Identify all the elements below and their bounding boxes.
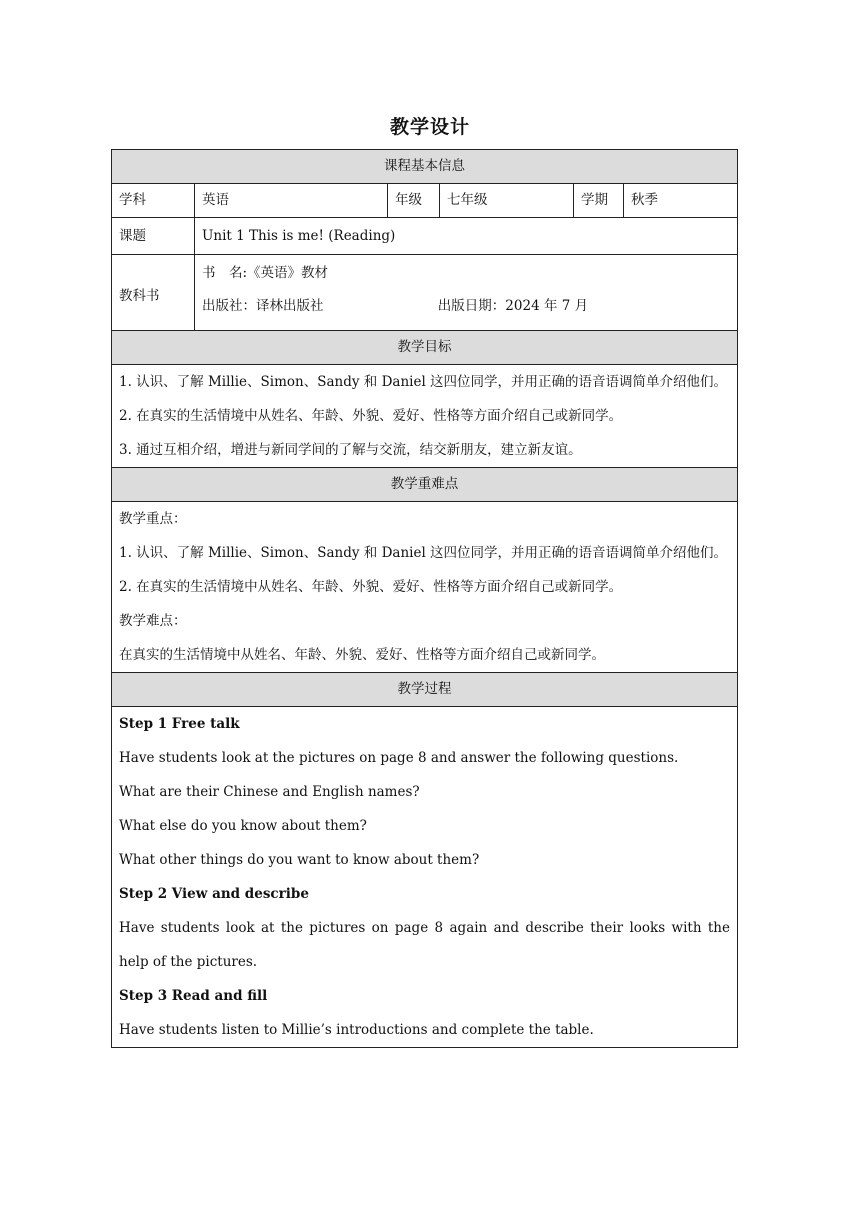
focus-label: 教学重点： (119, 511, 187, 527)
section-header-key-points: 教学重难点 (112, 468, 738, 502)
grade-value: 七年级 (440, 184, 574, 218)
step1-title: Step 1 Free talk (119, 716, 240, 732)
step3-text: Have students listen to Millie’s introductions and complete the table. (119, 1022, 594, 1038)
lesson-plan-table (111, 149, 738, 1048)
step3-title: Step 3 Read and fill (119, 988, 268, 1004)
focus-item: 1. 认识、了解 Millie、Simon、Sandy 和 Daniel 这四位同学，并用正确的语音语调简单介绍他们。 (119, 545, 728, 561)
step1-line: What else do you know about them? (119, 818, 367, 834)
step2-text: Have students look at the pictures on page 8 again and describe their looks with the help of the pictures. (119, 920, 730, 970)
section-header-process: 教学过程 (112, 673, 738, 707)
subject-value: 英语 (195, 184, 388, 218)
publisher: 出版社：译林出版社 (202, 297, 324, 314)
step1-line: What other things do you want to know about them? (119, 852, 480, 868)
objective-item: 1. 认识、了解 Millie、Simon、Sandy 和 Daniel 这四位同学，并用正确的语音语调简单介绍他们。 (119, 374, 728, 390)
topic-value: Unit 1 This is me! (Reading) (195, 218, 738, 255)
step1-line: What are their Chinese and English names? (119, 784, 420, 800)
term-value: 秋季 (624, 184, 738, 218)
step1-line: Have students look at the pictures on page 8 and answer the following questions. (119, 750, 679, 766)
book-name: 书 名:《英语》教材 (202, 264, 329, 281)
difficulty-item: 在真实的生活情境中从姓名、年龄、外貌、爱好、性格等方面介绍自己或新同学。 (119, 647, 605, 663)
section-header-objectives: 教学目标 (112, 331, 738, 365)
objective-item: 2. 在真实的生活情境中从姓名、年龄、外貌、爱好、性格等方面介绍自己或新同学。 (119, 408, 623, 424)
textbook-details (195, 255, 738, 331)
topic-label: 课题 (112, 218, 195, 255)
difficulty-label: 教学难点： (119, 613, 187, 629)
publication-date: 出版日期：2024 年 7 月 (437, 297, 589, 314)
objective-item: 3. 通过互相介绍，增进与新同学间的了解与交流，结交新朋友，建立新友谊。 (119, 442, 582, 458)
process-content (112, 707, 738, 1048)
term-label: 学期 (574, 184, 624, 218)
step2-title: Step 2 View and describe (119, 886, 309, 902)
page-title: 教学设计 (389, 116, 470, 138)
focus-item: 2. 在真实的生活情境中从姓名、年龄、外貌、爱好、性格等方面介绍自己或新同学。 (119, 579, 623, 595)
key-points-content (112, 502, 738, 673)
objectives-content (112, 365, 738, 468)
section-header-basic-info: 课程基本信息 (112, 150, 738, 184)
textbook-label: 教科书 (112, 255, 195, 331)
grade-label: 年级 (388, 184, 440, 218)
subject-label: 学科 (112, 184, 195, 218)
